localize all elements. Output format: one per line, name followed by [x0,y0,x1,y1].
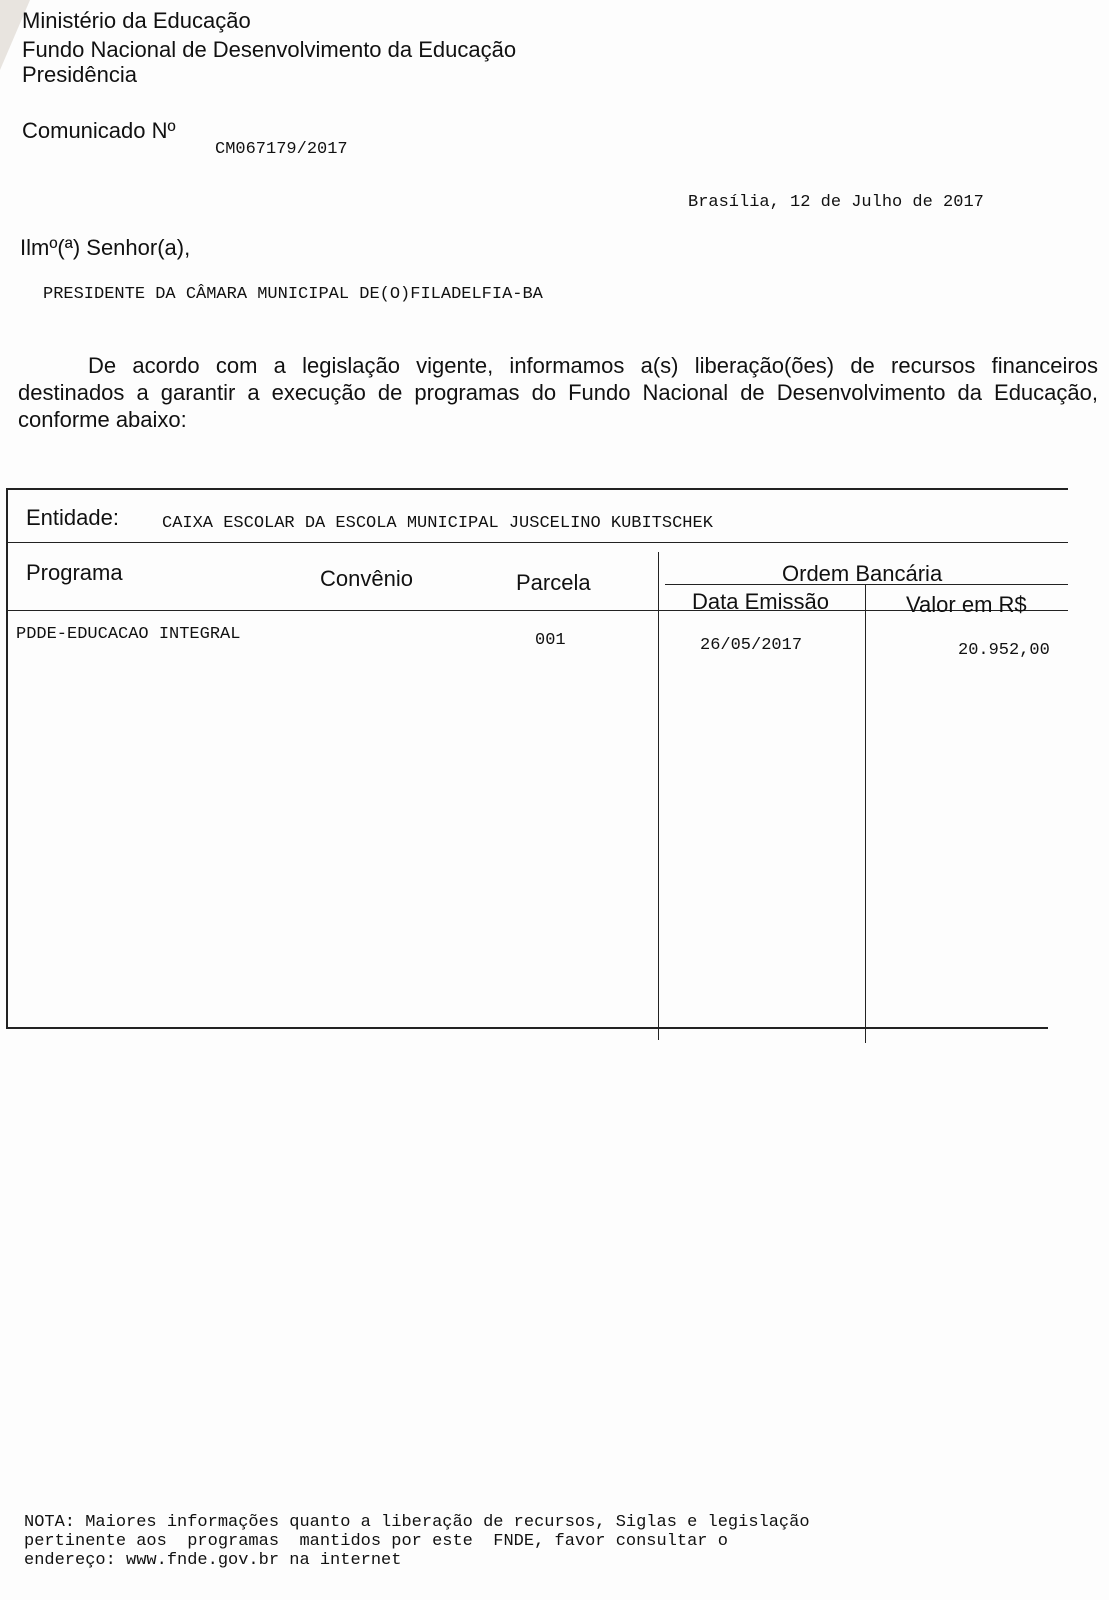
fund-name: Fundo Nacional de Desenvolvimento da Educação [22,37,517,62]
header-programa: Programa [26,560,123,585]
header-convenio: Convênio [320,566,413,591]
note-line: pertinente aos programas mantidos por este FNDE, favor consultar o [24,1532,728,1551]
cell-valor: 20.952,00 [958,641,1050,660]
header-data-emissao: Data Emissão [692,589,829,614]
cell-parcela: 001 [535,631,566,650]
header-ordem-bancaria: Ordem Bancária [782,561,943,586]
entidade-label: Entidade: [26,505,119,530]
entidade-value: CAIXA ESCOLAR DA ESCOLA MUNICIPAL JUSCELINO KUBITSCHEK [162,514,713,533]
recipient: PRESIDENTE DA CÂMARA MUNICIPAL DE(O)FILADELFIA-BA [43,285,543,304]
ministry-name: Ministério da Educação [22,8,251,33]
note-line: endereço: www.fnde.gov.br na internet [24,1551,402,1570]
salutation: Ilmº(ª) Senhor(a), [20,235,191,260]
document-date: Brasília, 12 de Julho de 2017 [688,193,984,212]
header-valor: Valor em R$ [906,592,1027,617]
cell-programa: PDDE-EDUCACAO INTEGRAL [16,625,241,644]
footnote [24,1513,810,1570]
body-paragraph: De acordo com a legislação vigente, informamos a(s) liberação(ões) de recursos financeiros destinados a garantir a execução de programas do Fundo Nacional de Desenvolvimento da Educação, conforme abaixo: [18,353,1098,432]
note-line: NOTA: Maiores informações quanto a liberação de recursos, Siglas e legislação [24,1513,810,1532]
cell-data-emissao: 26/05/2017 [700,636,803,655]
header-parcela: Parcela [516,570,591,595]
comunicado-number: CM067179/2017 [215,140,348,159]
comunicado-label: Comunicado Nº [22,118,176,143]
department-name: Presidência [22,62,137,87]
